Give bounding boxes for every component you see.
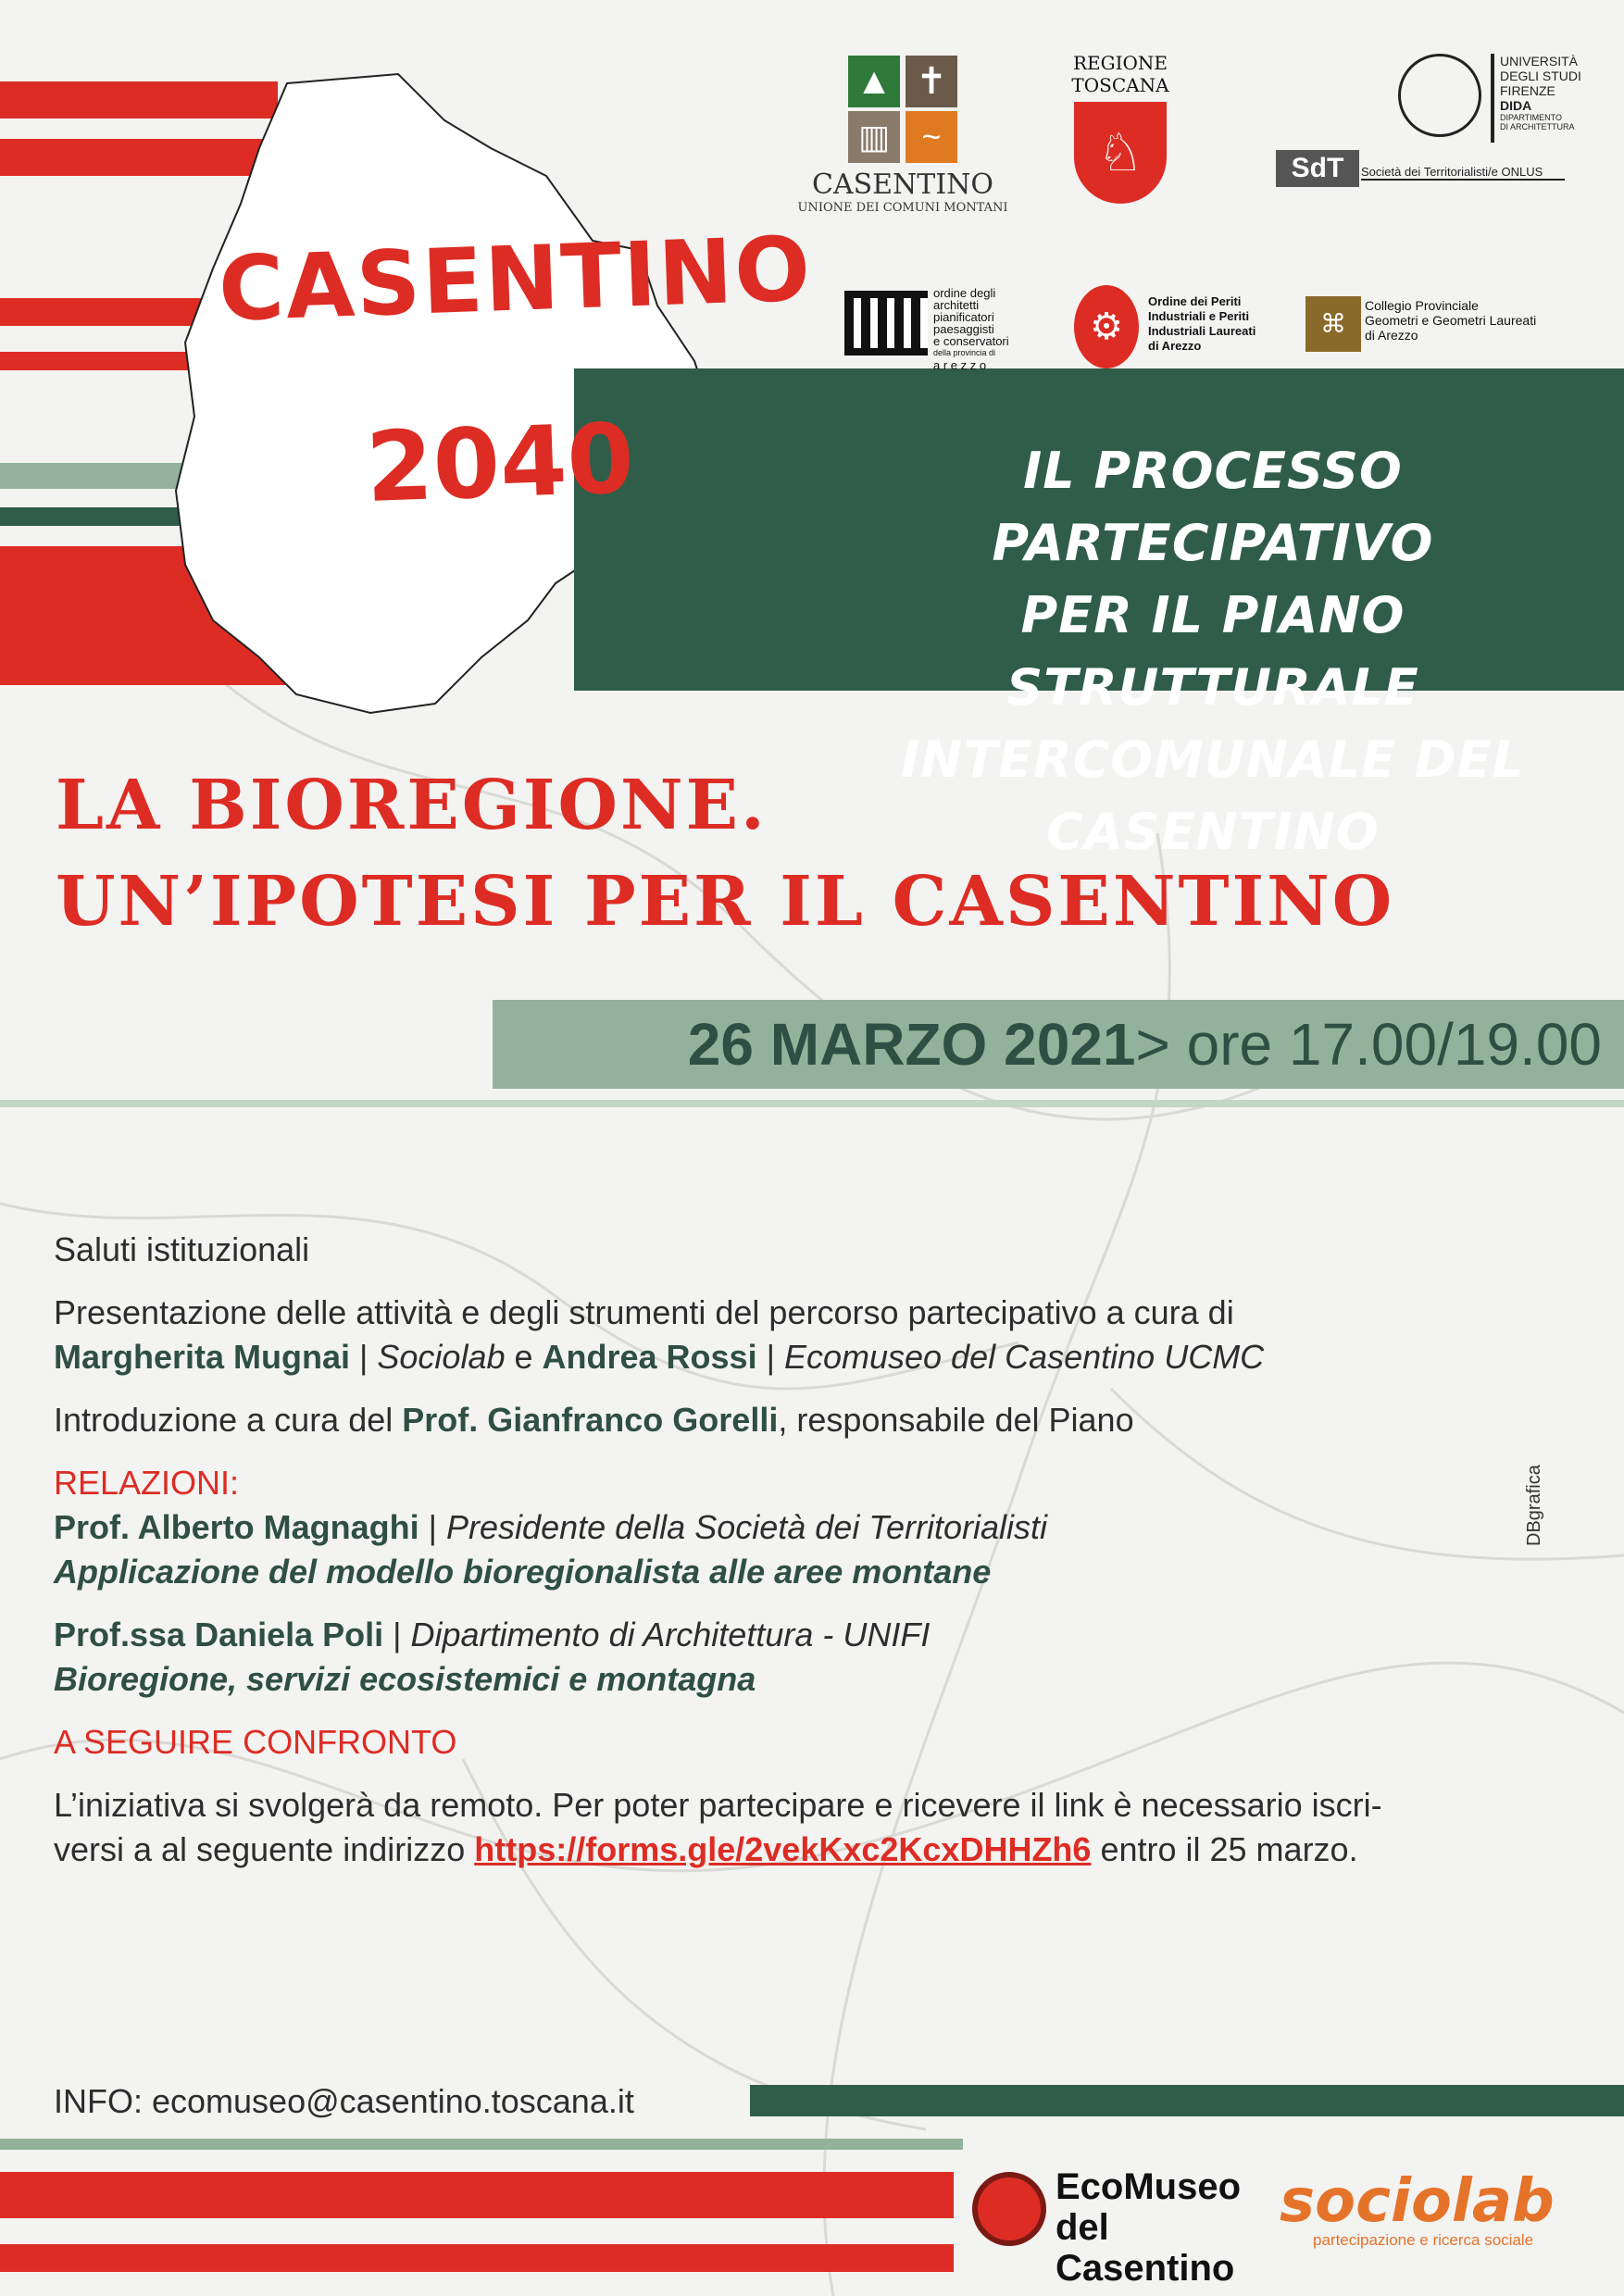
sdt-abbr: SdT <box>1276 150 1359 187</box>
relazioni-block <box>54 1461 1572 1594</box>
event-date-time: > ore 17.00/19.00 <box>1135 1011 1602 1078</box>
speaker-1-name: Margherita Mugnai <box>54 1338 351 1376</box>
geometri-l1: Collegio Provinciale <box>1365 298 1479 313</box>
sociolab-name: sociolab <box>1280 2167 1555 2236</box>
sep-1: | <box>350 1338 378 1376</box>
sep-4: | <box>383 1616 411 1653</box>
architetti-logo <box>844 287 1048 376</box>
casentino-logo-sub: UNIONE DEI COMUNI MONTANI <box>797 201 1008 215</box>
ecomuseo-l2: del Casentino <box>1056 2207 1235 2289</box>
presentazione-text: Presentazione delle attività e degli strumenti del percorso partecipativo a cura di <box>54 1293 1234 1331</box>
arches-icon <box>844 291 928 356</box>
unifi-l2: DEGLI STUDI <box>1500 69 1581 83</box>
regione-toscana-logo <box>1065 52 1176 218</box>
unifi-seal-icon <box>1398 54 1481 137</box>
unifi-l3: FIRENZE <box>1500 83 1555 98</box>
remoto-block <box>54 1783 1572 1872</box>
relatore-1-role: Presidente della Società dei Territorialisti <box>446 1508 1048 1546</box>
periti-l1: Ordine dei Periti <box>1148 294 1242 308</box>
intro-pre: Introduzione a cura del <box>54 1401 403 1439</box>
credit-dbgrafica: DBgrafica <box>1524 1465 1544 1546</box>
event-title-line-1: LA BIOREGIONE. <box>56 766 768 845</box>
and-text: e <box>505 1338 543 1376</box>
sociolab-tag: partecipazione e ricerca sociale <box>1313 2231 1534 2249</box>
church-icon: ✝ <box>906 56 957 107</box>
intro-post: , responsabile del Piano <box>778 1401 1134 1439</box>
regione-line-1: REGIONE <box>1072 52 1168 74</box>
architetti-l5: e conservatori <box>933 334 1009 348</box>
relatore-2-role: Dipartimento di Architettura - UNIFI <box>410 1616 931 1653</box>
architetti-l7: a r e z z o <box>933 358 987 372</box>
remoto-line-2: versi a al seguente indirizzo <box>54 1830 475 1868</box>
periti-text <box>1148 294 1255 354</box>
brand-title: CASENTINO <box>217 217 814 342</box>
casentino-logo <box>782 56 1023 222</box>
brand-year: 2040 <box>364 401 636 525</box>
periti-l2: Industriali e Periti <box>1148 309 1250 323</box>
intro-name: Prof. Gianfranco Gorelli <box>402 1401 779 1439</box>
unifi-text <box>1500 54 1581 131</box>
tree-icon: ▲ <box>848 56 900 107</box>
relazioni-heading: RELAZIONI: <box>54 1464 240 1502</box>
seguire-confronto: A SEGUIRE CONFRONTO <box>54 1723 457 1761</box>
remoto-line-3: entro il 25 marzo. <box>1091 1830 1358 1868</box>
stripe-sage-bottom <box>0 2139 963 2150</box>
casentino-logo-name: CASENTINO <box>811 168 994 201</box>
ecomuseo-text <box>1056 2166 1268 2289</box>
sociolab-logo <box>1280 2167 1585 2265</box>
sdt-full: Società dei Territorialisti/e ONLUS <box>1361 165 1565 181</box>
periti-l4: di Arezzo <box>1148 339 1202 353</box>
stripe-light-sage-date <box>0 1100 1624 1107</box>
sep-3: | <box>418 1508 447 1546</box>
event-date <box>537 1005 1602 1083</box>
relatore-1-title: Applicazione del modello bioregionalista alle aree montane <box>54 1553 992 1591</box>
geometri-l2: Geometri e Geometri Laureati <box>1365 313 1537 328</box>
relatore-1-name: Prof. Alberto Magnaghi <box>54 1508 419 1546</box>
geometri-l3: di Arezzo <box>1365 328 1418 343</box>
registration-link[interactable]: https://forms.gle/2vekKxc2KcxDHHZh6 <box>474 1830 1092 1868</box>
event-date-day: 26 MARZO 2021 <box>687 1011 1136 1078</box>
architetti-l6: della provincia di <box>933 348 996 357</box>
speaker-2-name: Andrea Rossi <box>542 1338 757 1376</box>
architetti-l2: architetti <box>933 298 980 312</box>
relatore-2-title: Bioregione, servizi ecosistemici e montagna <box>54 1660 756 1698</box>
castle-icon: ▥ <box>848 111 900 163</box>
unifi-divider <box>1491 54 1494 143</box>
saluti: Saluti istituzionali <box>54 1230 310 1268</box>
periti-emblem-icon: ⚙ <box>1074 285 1139 368</box>
event-title-line-2: UN’IPOTESI PER IL CASENTINO <box>56 862 1395 942</box>
geometri-icon: ⌘ <box>1305 296 1361 352</box>
sdt-logo <box>1276 150 1572 187</box>
unifi-logo <box>1398 54 1583 146</box>
stripe-red-bottom-1 <box>0 2172 954 2218</box>
unifi-l1: UNIVERSITÀ <box>1500 54 1579 69</box>
sep-2: | <box>756 1338 784 1376</box>
program <box>54 1228 1572 1890</box>
banner-line-1: IL PROCESSO PARTECIPATIVO <box>992 442 1434 572</box>
ecomuseo-l1: EcoMuseo <box>1056 2166 1242 2207</box>
speaker-2-org: Ecomuseo del Casentino UCMC <box>783 1338 1265 1376</box>
banner-line-2: PER IL PIANO STRUTTURALE <box>1006 586 1419 717</box>
speaker-1-org: Sociolab <box>377 1338 506 1376</box>
remoto-line-1: L’iniziativa si svolgerà da remoto. Per poter partecipare e ricevere il link è necessario iscri- <box>54 1786 1382 1824</box>
event-title <box>56 757 1537 950</box>
periti-l3: Industriali Laureati <box>1148 324 1256 338</box>
introduzione <box>54 1398 1572 1442</box>
ecomuseo-logo <box>972 2166 1268 2289</box>
architetti-text <box>933 287 1009 371</box>
geometri-text <box>1365 298 1536 343</box>
architetti-l1: ordine degli <box>933 286 996 300</box>
unifi-l5: DIPARTIMENTO <box>1500 113 1563 122</box>
relatore-2-name: Prof.ssa Daniela Poli <box>54 1616 384 1653</box>
regione-line-2: TOSCANA <box>1071 74 1169 96</box>
geometri-logo <box>1305 296 1574 352</box>
stripe-green-info <box>750 2085 1624 2116</box>
river-icon: ~ <box>906 111 957 163</box>
info-email: INFO: ecomuseo@casentino.toscana.it <box>54 2082 634 2120</box>
stripe-red-bottom-2 <box>0 2244 954 2272</box>
presentazione-block <box>54 1291 1572 1379</box>
periti-logo <box>1074 285 1287 374</box>
unifi-l4: DIDA <box>1500 98 1532 113</box>
pegasus-icon: ♘ <box>1074 102 1167 204</box>
banner-line-3: INTERCOMUNALE DEL CASENTINO <box>901 730 1525 861</box>
relatore-2-block <box>54 1613 1572 1702</box>
architetti-l3: pianificatori <box>933 310 994 324</box>
architetti-l4: paesaggisti <box>933 322 994 336</box>
ecomuseo-icon <box>972 2172 1046 2246</box>
unifi-l6: DI ARCHITETTURA <box>1500 122 1575 131</box>
